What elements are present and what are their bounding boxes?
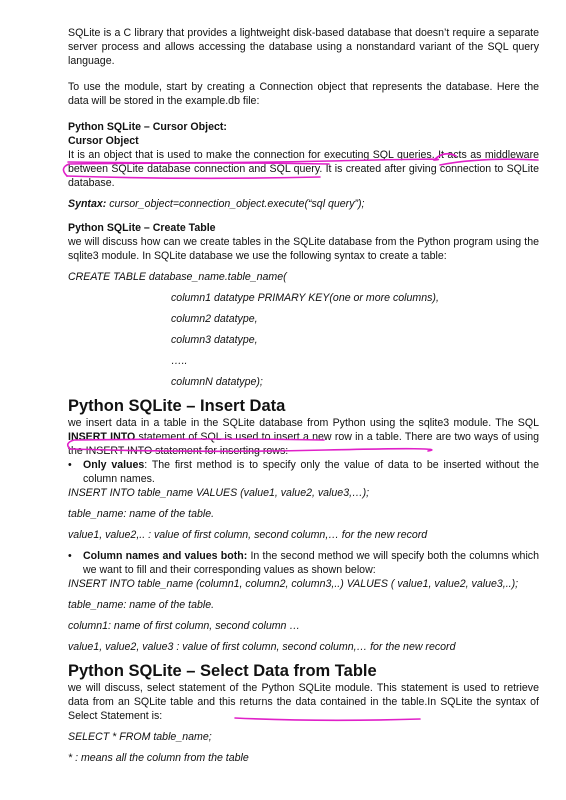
create-syntax-line: column1 datatype PRIMARY KEY(one or more columns), (171, 292, 439, 304)
bullet-column-names: • Column names and values both: In the second method we will specify both the columns which we want to fill and their corresponding values as shown below: (68, 549, 539, 577)
select-description: we will discuss, select statement of the Python SQLite module. This statement is used to retrieve data from an SQLite table and this returns the data contained in the table.In SQLite the syntax of Select Statement is: (68, 682, 539, 722)
syntax-value: cursor_object=connection_object.execute(“sql query”); (106, 198, 365, 210)
syntax-label: Syntax: (68, 198, 107, 210)
cursor-description: It is an object that is used to make the connection for executing SQL queries. It acts as middleware between SQLite database connection and SQL query. It is created after giving connection to SQLite database. (68, 149, 539, 189)
connection-paragraph: To use the module, start by creating a Connection object that represents the database. Here the data will be stored in the example.db file: (68, 81, 539, 107)
cursor-heading: Python SQLite – Cursor Object: (68, 121, 227, 133)
insert-note: column1: name of first column, second column … (68, 620, 300, 632)
insert-syntax-2: INSERT INTO table_name (column1, column2, column3,..) VALUES ( value1, value2, value3,..); (68, 578, 519, 590)
create-table-description: we will discuss how can we create tables in the SQLite database from the Python program using the sqlite3 module. In SQLite database we use the following syntax to create a table: (68, 236, 539, 262)
insert-note: value1, value2,.. : value of first column, second column,… for the new record (68, 529, 428, 541)
document-page (68, 26, 539, 765)
insert-data-heading: Python SQLite – Insert Data (68, 397, 286, 415)
create-syntax-line: columnN datatype); (171, 376, 263, 388)
create-syntax-line: CREATE TABLE database_name.table_name( (68, 271, 287, 283)
create-table-heading: Python SQLite – Create Table (68, 222, 216, 234)
cursor-subheading: Cursor Object (68, 135, 139, 147)
intro-paragraph: SQLite is a C library that provides a lightweight disk-based database that doesn’t require a separate server process and allows accessing the database using a nonstandard variant of the SQL query language. (68, 27, 539, 67)
insert-note: value1, value2, value3 : value of first column, second column,… for the new record (68, 641, 456, 653)
insert-note: table_name: name of the table. (68, 599, 215, 611)
select-note: * : means all the column from the table (68, 752, 249, 764)
bullet-only-values: • Only values: The first method is to specify only the value of data to be inserted without the column names. (68, 458, 539, 486)
create-syntax-line: column3 datatype, (171, 334, 258, 346)
insert-syntax-1: INSERT INTO table_name VALUES (value1, value2, value3,…); (68, 487, 370, 499)
select-data-heading: Python SQLite – Select Data from Table (68, 662, 377, 680)
insert-description: we insert data in a table in the SQLite database from Python using the sqlite3 module. The SQL INSERT INTO statement of SQL is used to insert a new row in a table. There are two ways of using the INSERT INTO statement for inserting rows: (68, 417, 540, 457)
select-syntax: SELECT * FROM table_name; (68, 731, 212, 743)
cursor-syntax (68, 197, 539, 211)
create-syntax-line: column2 datatype, (171, 313, 258, 325)
create-syntax-line: ….. (171, 355, 188, 367)
insert-note: table_name: name of the table. (68, 508, 215, 520)
insert-into-keyword: INSERT INTO (68, 431, 136, 443)
